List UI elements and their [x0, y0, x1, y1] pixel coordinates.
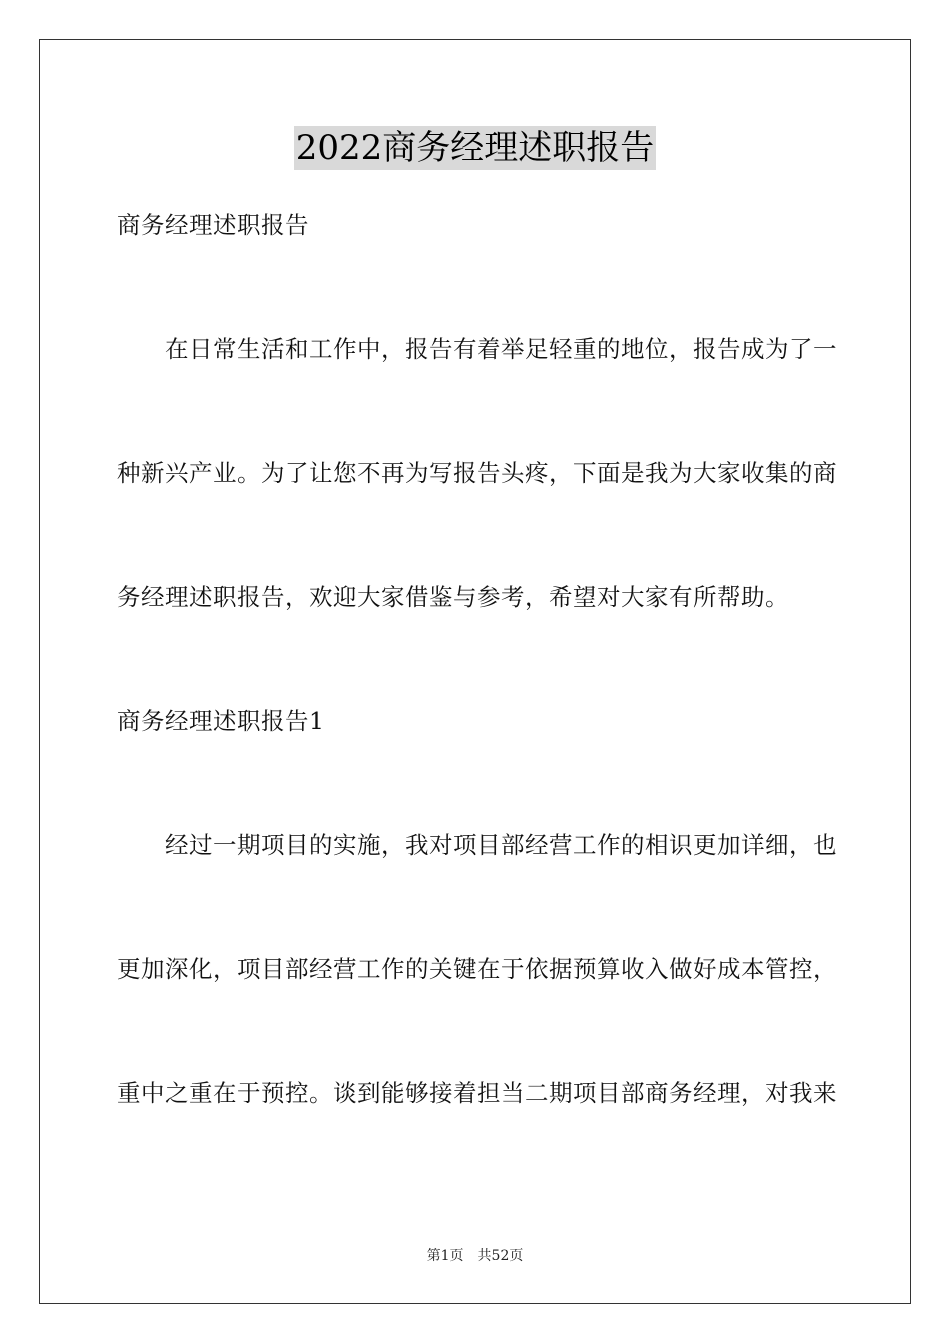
paragraph-line: 重中之重在于预控。谈到能够接着担当二期项目部商务经理，对我来 — [117, 1079, 837, 1107]
section-heading: 商务经理述职报告1 — [117, 707, 325, 735]
paragraph-line: 经过一期项目的实施，我对项目部经营工作的相识更加详细，也 — [165, 831, 837, 859]
paragraph-line: 种新兴产业。为了让您不再为写报告头疼，下面是我为大家收集的商 — [117, 459, 837, 487]
page-footer: 第1页 共52页 — [426, 1248, 524, 1264]
paragraph-line: 在日常生活和工作中，报告有着举足轻重的地位，报告成为了一 — [165, 335, 837, 363]
document-title-text: 2022商务经理述职报告 — [295, 128, 655, 168]
paragraph-line: 务经理述职报告，欢迎大家借鉴与参考，希望对大家有所帮助。 — [117, 583, 789, 611]
subtitle-line: 商务经理述职报告 — [117, 211, 309, 239]
paragraph-line: 更加深化，项目部经营工作的关键在于依据预算收入做好成本管控， — [117, 955, 837, 983]
document-title — [0, 126, 950, 176]
